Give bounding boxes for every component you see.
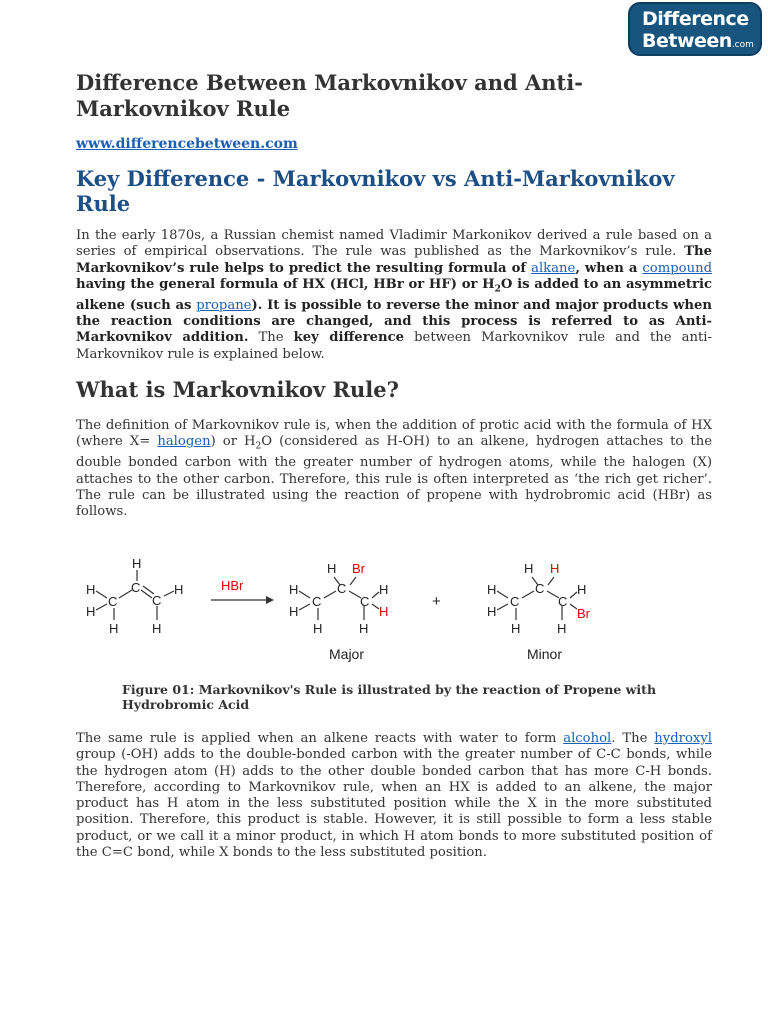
atom-label: C [131, 580, 141, 595]
intro-bold-4: ). It is possible to reverse the minor and major products when the reaction conditions are changed, and this process is referred to as Anti-Markovnikov addition. [76, 297, 712, 346]
reagent-label: HBr [221, 578, 244, 593]
atom-label: H [487, 582, 497, 597]
atom-label: C [558, 594, 568, 609]
atom-label-highlight: H [550, 561, 560, 576]
article-top [76, 70, 712, 520]
atom-label-highlight: H [379, 604, 389, 619]
atom-label: H [132, 556, 142, 571]
same-rule-text-3: group (-OH) adds to the double-bonded carbon with the greater number of C-C bonds, while the hydrogen atom (H) adds to the other double bonded carbon that has more C-H bonds. Therefore, according to Markovnikov rule, when an HX is added to an alkene, the major product has H atom in the less substituted position while the X in the more substituted position. Therefore, this product is stable. However, it is still possible to form a less stable product, or we call it a minor product, in which H atom bonds to more substituted position of the C=C bond, while X bonds to the less substituted position. [76, 747, 712, 861]
what-is-heading: What is Markovnikov Rule? [76, 377, 399, 403]
compound-link[interactable]: compound [642, 260, 713, 276]
intro-bold-1: The Markovnikov’s rule helps to predict the resulting formula of [76, 244, 712, 276]
atom-label: H [511, 621, 521, 636]
alcohol-link[interactable]: alcohol [563, 731, 612, 746]
atom-label-highlight: Br [352, 561, 365, 576]
atom-label: C [312, 594, 322, 609]
definition-paragraph [76, 418, 712, 520]
atom-label: H [289, 604, 299, 619]
major-label: Major [329, 646, 365, 662]
logo-text-line1: Difference [642, 8, 749, 30]
site-link[interactable]: www.differencebetween.com [76, 136, 298, 152]
intro-bold-5: key difference [293, 330, 405, 346]
atom-label: H [109, 621, 119, 636]
reaction-diagram [76, 548, 636, 670]
atom-label-highlight: Br [577, 606, 590, 621]
plus-sign: + [432, 593, 441, 610]
atom-label: H [359, 621, 369, 636]
definition-subscript: 2 [255, 441, 262, 452]
site-logo[interactable] [628, 2, 762, 56]
logo-text-line2 [642, 30, 754, 52]
atom-label: C [108, 594, 118, 609]
same-rule-text-1: The same rule is applied when an alkene reacts with water to form [76, 731, 564, 746]
intro-subscript: 2 [494, 284, 501, 295]
definition-text-1: The definition of Markovnikov rule is, when the addition of protic acid with the formula of HX (where X= [76, 418, 712, 450]
logo-text-between: Between [642, 30, 732, 52]
atom-label: H [152, 621, 162, 636]
atom-label: H [379, 582, 389, 597]
atom-label: H [487, 604, 497, 619]
article-bottom [76, 731, 712, 861]
figure-caption: Figure 01: Markovnikov's Rule is illustrated by the reaction of Propene with Hydrobromic Acid [122, 682, 657, 712]
key-difference-heading: Key Difference - Markovnikov vs Anti-Markovnikov Rule [76, 166, 675, 216]
same-rule-text-2: . The [611, 731, 655, 746]
same-rule-paragraph [76, 731, 712, 861]
definition-text-2: ) or H [210, 434, 256, 450]
definition-text-3: O (considered as H-OH) to an alkene, hydrogen attaches to the double bonded carbon with the greater number of hydrogen atoms, while the halogen (X) attaches to the other carbon. Therefore, this rule is often interpreted as ‘the rich get richer’. The rule can be illustrated using the reaction of propene with hydrobromic acid (HBr) as follows. [76, 434, 712, 520]
logo-text-suffix: .com [731, 40, 754, 50]
atom-label: H [289, 582, 299, 597]
atom-label: H [577, 582, 587, 597]
intro-text-1: In the early 1870s, a Russian chemist named Vladimir Markonikov derived a rule based on a series of empirical observations. The rule was published as the Markovnikov’s rule. [76, 228, 712, 260]
atom-label: C [510, 594, 520, 609]
atom-label: C [337, 581, 347, 596]
intro-text-2: The [248, 330, 294, 346]
halogen-link[interactable]: halogen [157, 434, 211, 450]
atom-label: H [174, 582, 184, 597]
atom-label: H [524, 561, 534, 576]
hydroxyl-link[interactable]: hydroxyl [654, 731, 713, 746]
atom-label: C [152, 593, 162, 608]
minor-label: Minor [527, 646, 563, 662]
intro-bold-2: , when a [575, 260, 643, 276]
intro-paragraph [76, 228, 712, 363]
propane-link[interactable]: propane [196, 297, 252, 313]
alkane-link[interactable]: alkane [531, 260, 576, 276]
reaction-figure [76, 548, 636, 670]
atom-label: H [557, 621, 567, 636]
atom-label: H [313, 621, 323, 636]
atom-label: H [327, 561, 337, 576]
intro-bold-3-end: O is added to an asymmetric alkene (such as [76, 276, 712, 313]
intro-text-3: between Markovnikov rule and the anti-Markovnikov rule is explained below. [76, 330, 712, 362]
arrow-head-icon [266, 596, 274, 604]
atom-label: H [86, 582, 96, 597]
atom-label: H [86, 604, 96, 619]
atom-label: C [535, 581, 545, 596]
atom-label: C [360, 594, 370, 609]
intro-bold-3-text: having the general formula of HX (HCl, HBr or HF) or H [76, 276, 495, 292]
page-title: Difference Between Markovnikov and Anti-Markovnikov Rule [76, 70, 583, 121]
